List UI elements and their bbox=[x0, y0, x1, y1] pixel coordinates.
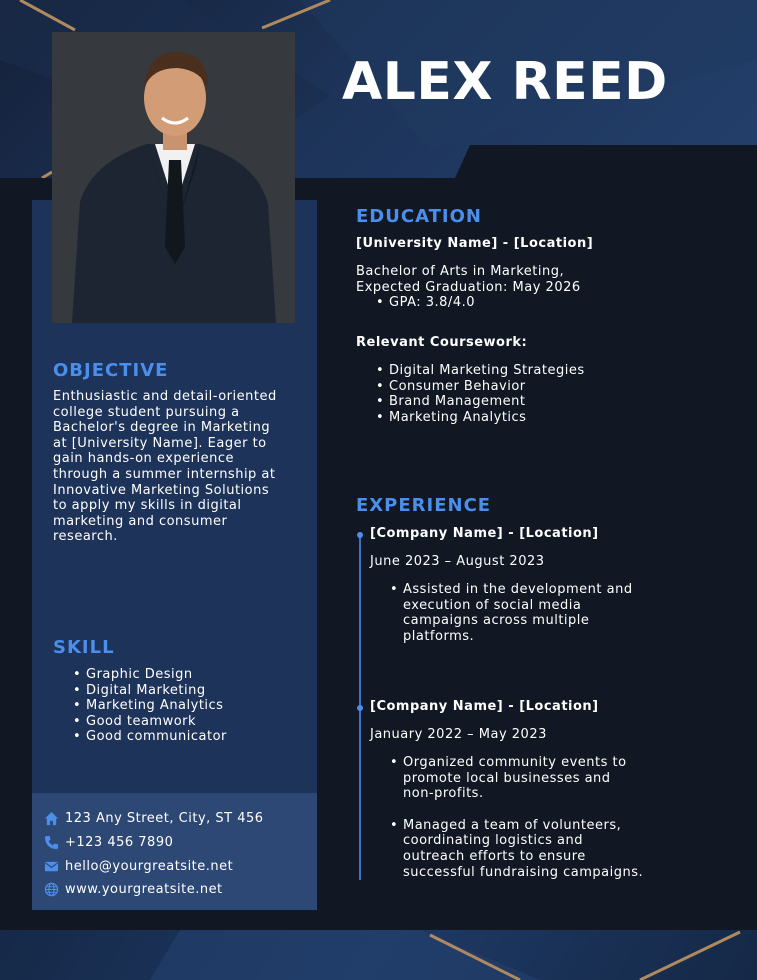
objective-line: Innovative Marketing Solutions bbox=[53, 482, 270, 498]
degree-line: Bachelor of Arts in Marketing, bbox=[356, 264, 565, 279]
objective-line: marketing and consumer bbox=[53, 513, 228, 529]
job-bullet bbox=[390, 582, 633, 644]
skill-item: • Good teamwork bbox=[73, 714, 303, 730]
timeline-dot bbox=[357, 705, 363, 711]
mail-icon bbox=[43, 858, 59, 874]
bullet-line: outreach efforts to ensure bbox=[403, 848, 586, 864]
home-icon bbox=[43, 810, 59, 826]
profile-photo bbox=[52, 32, 295, 323]
objective-line: through a summer internship at bbox=[53, 466, 276, 482]
website-link: www.yourgreatsite.net bbox=[65, 881, 223, 897]
bullet-line: execution of social media bbox=[403, 597, 582, 613]
job-bullets bbox=[390, 582, 633, 644]
skill-item: • Graphic Design bbox=[73, 667, 303, 683]
page-title: ALEX REED bbox=[342, 52, 668, 112]
timeline-dot bbox=[357, 532, 363, 538]
contact-phone[interactable] bbox=[43, 833, 173, 851]
bullet-line: non-profits. bbox=[403, 786, 484, 802]
footer-decoration bbox=[0, 910, 757, 980]
job-bullet bbox=[390, 818, 643, 880]
skill-list bbox=[73, 667, 303, 745]
skill-heading: SKILL bbox=[53, 637, 115, 658]
graduation-line: Expected Graduation: May 2026 bbox=[356, 279, 581, 295]
bullet-line: coordinating logistics and bbox=[403, 833, 583, 849]
objective-line: to apply my skills in digital bbox=[53, 498, 242, 514]
gpa-item: • GPA: 3.8/4.0 bbox=[376, 295, 475, 311]
address-text: 123 Any Street, City, ST 456 bbox=[65, 810, 264, 826]
gpa-list bbox=[376, 295, 475, 311]
phone-text: +123 456 7890 bbox=[65, 834, 174, 850]
objective-line: research. bbox=[53, 529, 118, 545]
bullet-line: • Assisted in the development and bbox=[403, 582, 633, 597]
email-link: hello@yourgreatsite.net bbox=[65, 858, 234, 874]
bullet-line: • Organized community events to bbox=[403, 755, 627, 770]
job-bullets bbox=[390, 755, 643, 880]
job-company: [Company Name] - [Location] bbox=[370, 699, 599, 714]
objective-line: Enthusiastic and detail-oriented bbox=[53, 389, 277, 404]
skill-item: • Good communicator bbox=[73, 729, 303, 745]
education-heading: EDUCATION bbox=[356, 206, 482, 227]
skill-item: • Digital Marketing bbox=[73, 683, 303, 699]
experience-heading: EXPERIENCE bbox=[356, 495, 492, 516]
globe-icon bbox=[43, 881, 59, 897]
job-dates: June 2023 – August 2023 bbox=[370, 554, 545, 569]
education-degree bbox=[356, 264, 581, 295]
coursework-list bbox=[376, 363, 585, 425]
bullet-line: platforms. bbox=[403, 628, 475, 644]
phone-icon bbox=[43, 834, 59, 850]
coursework-item: • Digital Marketing Strategies bbox=[376, 363, 585, 379]
contact-website[interactable] bbox=[43, 880, 223, 898]
coursework-heading: Relevant Coursework: bbox=[356, 335, 528, 350]
job-bullet bbox=[390, 755, 643, 802]
objective-line: at [University Name]. Eager to bbox=[53, 435, 267, 451]
contact-email[interactable] bbox=[43, 857, 233, 875]
coursework-item: • Brand Management bbox=[376, 394, 585, 410]
objective-text bbox=[53, 389, 303, 545]
objective-line: college student pursuing a bbox=[53, 404, 240, 420]
coursework-item: • Consumer Behavior bbox=[376, 379, 585, 395]
job-dates: January 2022 – May 2023 bbox=[370, 727, 547, 742]
bullet-line: • Managed a team of volunteers, bbox=[403, 817, 622, 833]
objective-heading: OBJECTIVE bbox=[53, 360, 169, 381]
bullet-line: successful fundraising campaigns. bbox=[403, 864, 644, 880]
education-school: [University Name] - [Location] bbox=[356, 236, 594, 251]
bullet-line: campaigns across multiple bbox=[403, 613, 590, 629]
job-company: [Company Name] - [Location] bbox=[370, 526, 599, 541]
coursework-item: • Marketing Analytics bbox=[376, 410, 585, 426]
bullet-line: promote local businesses and bbox=[403, 770, 611, 786]
objective-line: Bachelor's degree in Marketing bbox=[53, 420, 271, 436]
contact-address bbox=[43, 809, 264, 827]
objective-line: gain hands-on experience bbox=[53, 451, 234, 467]
skill-item: • Marketing Analytics bbox=[73, 698, 303, 714]
